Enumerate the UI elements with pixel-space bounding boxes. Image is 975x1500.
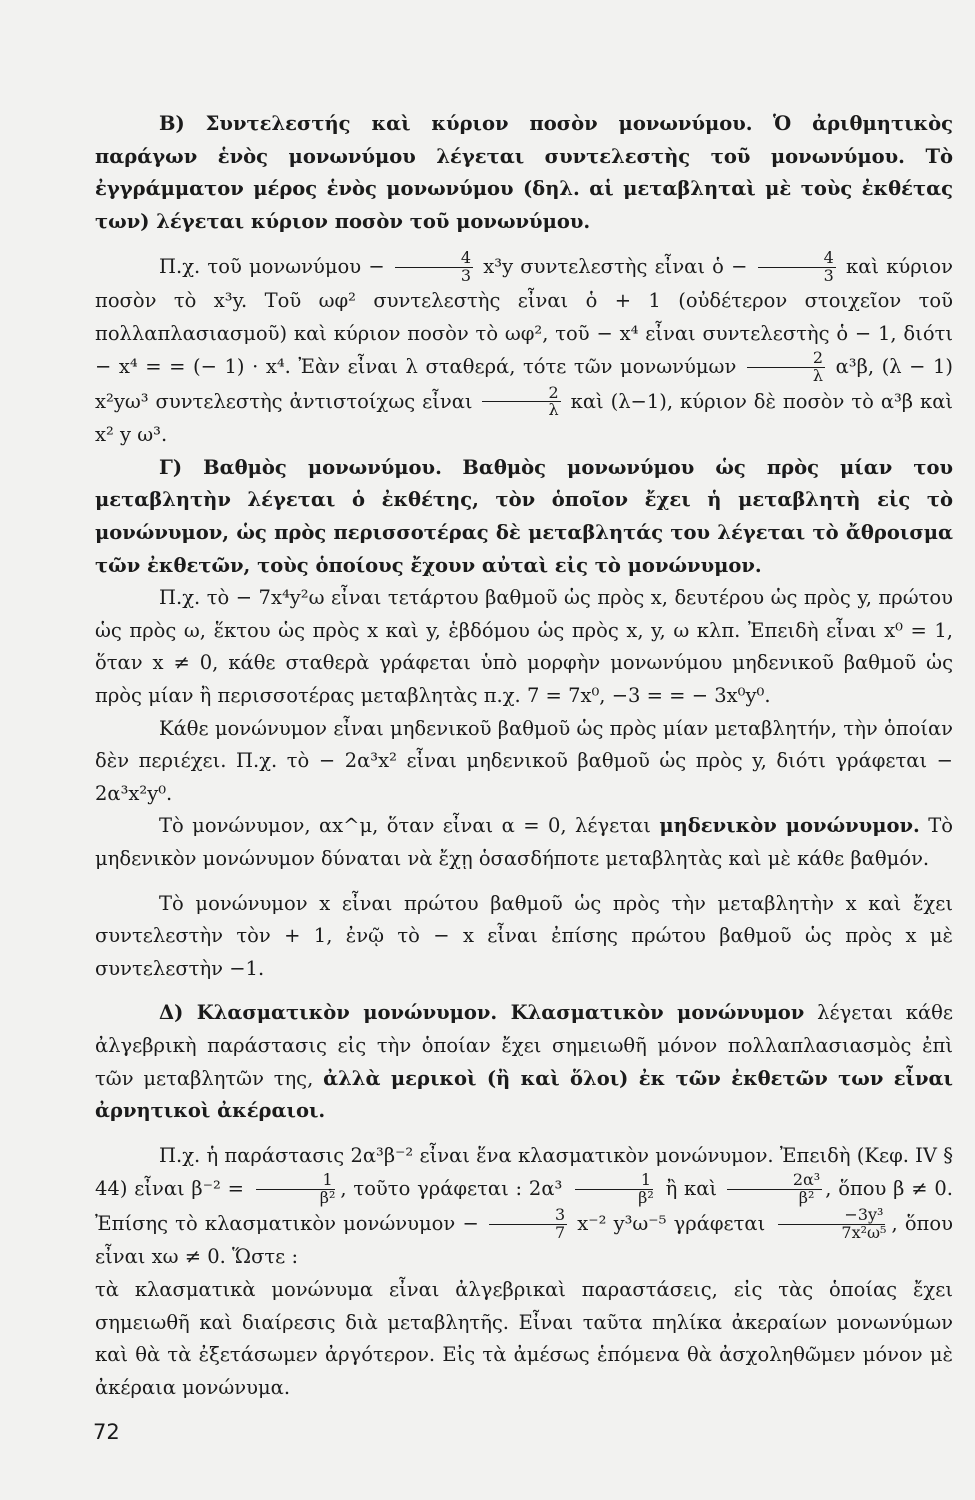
section-g-definition: Βαθμὸς μονωνύμου ὡς πρὸς μίαν του μεταβλητὴν λέγεται ὁ ἐκθέτης, τὸν ὁποῖον ἔχει ἡ μεταβλητὴ εἰς τὸ μονώνυμον, ὡς πρὸς περισσοτέρας δὲ μεταβλητάς του λέγεται τὸ ἄθροισμα τῶν ἐκθετῶν, τοὺς ὁποίους ἔχουν αὐταὶ εἰς τὸ μονώνυμον.	[95, 455, 953, 577]
fraction: $\frac{\text{−3y³}}{\text{7x²ω⁵}}$	[775, 1207, 888, 1242]
section-d-example: Π.χ. ἡ παράστασις 2α³β⁻² εἶναι ἕνα κλασματικὸν μονώνυμον. Ἐπειδὴ (Κεφ. IV § 44) εἶναι β⁻² = $\frac{1}{\text{β²}}$ , τοῦτο γράφεται : 2α³ $\frac{1}{\text{β²}}$ ἢ καὶ $\frac{\text{2α³}}{\text{β²}}$ , ὅπου β ≠ 0. Ἐπίσης τὸ κλασματικὸν μονώνυμον − $\frac{3}{7}$ x⁻² y³ω⁻⁵ γράφεται $\frac{\text{−3y³}}{\text{7x²ω⁵}}$ , ὅπου εἶναι xω ≠ 0. Ὥστε :	[95, 1143, 953, 1269]
section-g-example: Π.χ. τὸ − 7x⁴y²ω εἶναι τετάρτου βαθμοῦ ὡς πρὸς x, δευτέρου ὡς πρὸς y, πρώτου ὡς πρὸς ω, ἕκτου ὡς πρὸς x καὶ y, ἑβδόμου ὡς πρὸς x, y, ω κλπ. Ἐπειδὴ εἶναι x⁰ = 1, ὅταν x ≠ 0, κάθε σταθερὰ γράφεται ὑπὸ μορφὴν μονωνύμου μηδενικοῦ βαθμοῦ ὡς πρὸς μίαν ἢ περισσοτέρας μεταβλητὰς π.χ. 7 = 7x⁰, −3 = = − 3x⁰y⁰.	[95, 586, 953, 707]
page-number: 72	[93, 1420, 120, 1444]
fraction: $\frac{3}{7}$	[489, 1207, 567, 1242]
fraction: $\frac{4}{3}$	[395, 250, 473, 285]
section-d-heading: Δ) Κλασματικὸν μονώνυμον. Κλασματικὸν μονώνυμον	[159, 1001, 805, 1025]
section-d-conclusion: τὰ κλασματικὰ μονώνυμα εἶναι ἀλγεβρικαὶ παραστάσεις, εἰς τὰς ὁποίας ἔχει σημειωθῆ καὶ διαίρεσις διὰ μεταβλητῆς. Εἶναι ταῦτα πηλίκα ἀκεραίων μονωνύμων καὶ θὰ τὰ ἐξετάσωμεν ἀργότερον. Εἰς τὰ ἀμέσως ἑπόμενα θὰ ἀσχοληθῶμεν μόνον μὲ ἀκέραια μονώνυμα.	[95, 1278, 953, 1399]
page-text	[95, 108, 953, 1404]
fraction: $\frac{2}{\lambda}$	[482, 385, 560, 420]
fraction: $\frac{1}{\text{β²}}$	[572, 1172, 656, 1207]
section-g-paragraph	[95, 452, 953, 582]
section-b-heading: Β) Συντελεστής καὶ κύριον ποσὸν μονωνύμου.	[159, 112, 753, 135]
section-b-example: Π.χ. τοῦ μονωνύμου − $\frac{4}{3}$ x³y συντελεστὴς εἶναι ὁ − $\frac{4}{3}$ καὶ κύριον ποσὸν τὸ x³y. Τοῦ ωφ² συντελεστὴς εἶναι ὁ + 1 (οὐδέτερον στοιχεῖον τοῦ πολλαπλασιασμοῦ) καὶ κύριον ποσὸν τὸ ωφ², τοῦ − x⁴ εἶναι συντελεστὴς ὁ − 1, διότι − x⁴ = = (− 1) · x⁴. Ἐὰν εἶναι λ σταθερά, τότε τῶν μονωνύμων $\frac{2}{\lambda}$ α³β, (λ − 1) x²yω³ συντελεστὴς ἀντιστοίχως εἶναι $\frac{2}{\lambda}$ καὶ (λ−1), κύριον δὲ ποσὸν τὸ α³β καὶ x² y ω³.	[95, 248, 954, 447]
fraction: $\frac{4}{3}$	[758, 250, 836, 285]
section-d-bold-definition: ἀλλὰ μερικοὶ (ἢ καὶ ὅλοι) ἐκ τῶν ἐκθετῶν των εἶναι ἀρνητικοὶ ἀκέραιοι.	[95, 1066, 953, 1123]
section-b-paragraph	[95, 108, 953, 238]
section-g-heading: Γ) Βαθμὸς μονωνύμου.	[159, 455, 442, 479]
section-g-first-degree: Τὸ μονώνυμον x εἶναι πρώτου βαθμοῦ ὡς πρὸς τὴν μεταβλητὴν x καὶ ἔχει συντελεστὴν τὸν + 1, ἐνῷ τὸ − x εἶναι ἐπίσης πρώτου βαθμοῦ ὡς πρὸς x μὲ συντελεστὴν −1.	[95, 891, 953, 980]
section-d-paragraph: Δ) Κλασματικὸν μονώνυμον. Κλασματικὸν μονώνυμον λέγεται κάθε ἀλγεβρικὴ παράστασις εἰς τὴν ὁποίαν ἔχει σημειωθῆ μόνον πολλαπλασιασμὸς ἐπὶ τῶν μεταβλητῶν της, ἀλλὰ μερικοὶ (ἢ καὶ ὅλοι) ἐκ τῶν ἐκθετῶν των εἶναι ἀρνητικοὶ ἀκέραιοι.	[95, 1001, 954, 1123]
fraction: $\frac{2}{\lambda}$	[747, 350, 825, 385]
section-g-zero-degree: Κάθε μονώνυμον εἶναι μηδενικοῦ βαθμοῦ ὡς πρὸς μίαν μεταβλητήν, τὴν ὁποίαν δὲν περιέχει. Π.χ. τὸ − 2α³x² εἶναι μηδενικοῦ βαθμοῦ ὡς πρὸς y, διότι γράφεται − 2α³x²y⁰.	[95, 716, 953, 805]
zero-monomial-term: μηδενικὸν μονώνυμον.	[659, 814, 920, 838]
fraction: $\frac{1}{\text{β²}}$	[254, 1172, 338, 1207]
section-g-zero-monomial: Τὸ μονώνυμον, αx^μ, ὅταν εἶναι α = 0, λέγεται μηδενικὸν μονώνυμον. Τὸ μηδενικὸν μονώνυμον δύναται νὰ ἔχῃ ὁσασδήποτε μεταβλητὰς καὶ μὲ κάθε βαθμόν.	[95, 814, 953, 870]
section-b-definition: Ὁ ἀριθμητικὸς παράγων ἑνὸς μονωνύμου λέγεται συντελεστὴς τοῦ μονωνύμου. Τὸ ἐγγράμματον μέρος ἑνὸς μονωνύμου (δηλ. αἱ μεταβληταὶ μὲ τοὺς ἐκθέτας των) λέγεται κύριον ποσὸν τοῦ μονωνύμου.	[95, 112, 954, 233]
fraction: $\frac{\text{2α³}}{\text{β²}}$	[727, 1172, 822, 1207]
